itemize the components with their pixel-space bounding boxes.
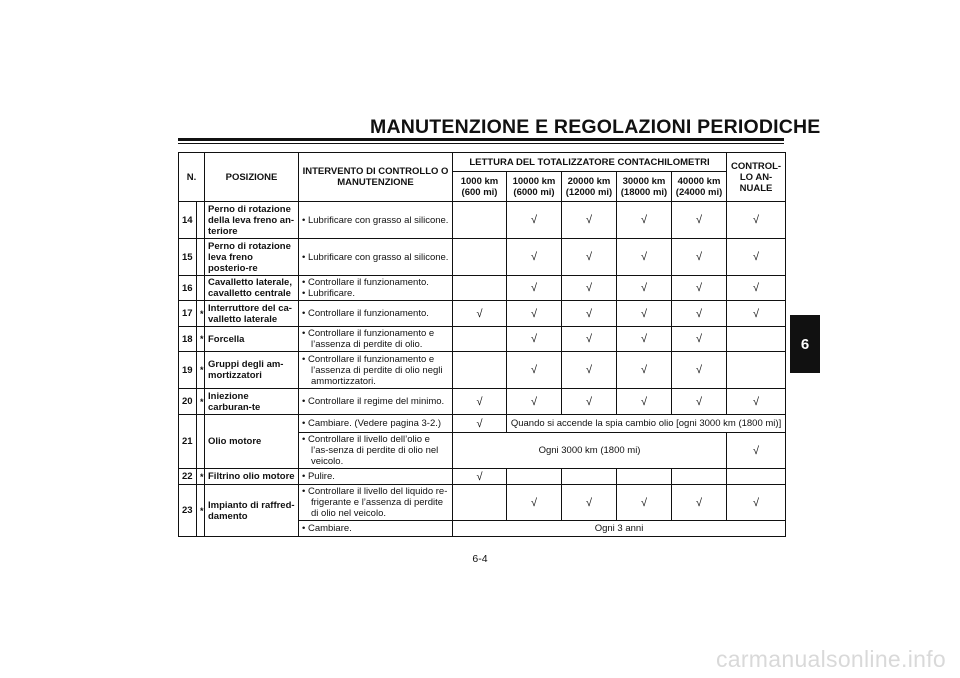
header-interval: 40000 km (24000 mi) [672, 172, 727, 202]
row-position: Impianto di raffred-damento [205, 485, 299, 537]
row-action: • Lubrificare con grasso al silicone. [299, 202, 453, 239]
check-mark: √ [562, 485, 617, 521]
interval-note: Quando si accende la spia cambio olio [ogni 3000 km (1800 mi)] [507, 415, 786, 433]
row-position: Perno di rotazione della leva freno an-teriore [205, 202, 299, 239]
check-mark: √ [507, 352, 562, 389]
page-title: MANUTENZIONE E REGOLAZIONI PERIODICHE [370, 116, 821, 138]
check-mark: √ [672, 239, 727, 276]
table-row [179, 415, 786, 433]
row-action: • Controllare il funzionamento e l’assenza di perdite di olio negli ammortizzatori. [299, 352, 453, 389]
check-mark: √ [507, 485, 562, 521]
header-interval: 20000 km (12000 mi) [562, 172, 617, 202]
check-mark: √ [672, 276, 727, 301]
asterisk: * [197, 327, 205, 352]
check-mark: √ [727, 301, 786, 327]
check-mark: √ [562, 389, 617, 415]
check-mark: √ [672, 352, 727, 389]
row-action: • Cambiare. (Vedere pagina 3-2.) [299, 415, 453, 433]
row-action: • Controllare il livello dell’olio e l’as-senza di perdite di olio nel veicolo. [299, 433, 453, 469]
check-mark: √ [617, 327, 672, 352]
row-number: 18 [179, 327, 197, 352]
table-row [179, 239, 786, 276]
row-position: Interruttore del ca-valletto laterale [205, 301, 299, 327]
header-annual: CONTROL-LO AN-NUALE [727, 153, 786, 202]
check-mark: √ [727, 276, 786, 301]
row-action: • Pulire. [299, 469, 453, 485]
check-mark: √ [453, 389, 507, 415]
row-number: 23 [179, 485, 197, 537]
watermark: carmanualsonline.info [715, 646, 946, 672]
interval-note: Ogni 3000 km (1800 mi) [453, 433, 727, 469]
check-mark: √ [507, 276, 562, 301]
asterisk: * [197, 485, 205, 537]
asterisk: * [197, 469, 205, 485]
check-mark: √ [562, 352, 617, 389]
header-interval: 30000 km (18000 mi) [617, 172, 672, 202]
check-mark: √ [727, 239, 786, 276]
chapter-tab: 6 [790, 315, 820, 373]
check-mark: √ [453, 415, 507, 433]
header-odometer: LETTURA DEL TOTALIZZATORE CONTACHILOMETRI [453, 153, 727, 172]
row-position: Iniezione carburan-te [205, 389, 299, 415]
header-num: N. [179, 153, 205, 202]
row-action: • Controllare il funzionamento. [299, 301, 453, 327]
check-mark: √ [727, 389, 786, 415]
asterisk: * [197, 301, 205, 327]
header-row [179, 153, 786, 172]
header-interval: 1000 km (600 mi) [453, 172, 507, 202]
row-position: Olio motore [205, 415, 299, 469]
row-action: • Controllare il funzionamento. • Lubrificare. [299, 276, 453, 301]
check-mark: √ [617, 352, 672, 389]
check-mark: √ [507, 239, 562, 276]
check-mark: √ [562, 276, 617, 301]
check-mark: √ [507, 389, 562, 415]
check-mark: √ [672, 485, 727, 521]
check-mark: √ [562, 327, 617, 352]
check-mark: √ [617, 485, 672, 521]
maintenance-table [178, 152, 786, 537]
check-mark: √ [617, 301, 672, 327]
header-position: POSIZIONE [205, 153, 299, 202]
check-mark: √ [562, 239, 617, 276]
row-action: • Controllare il funzionamento e l’assenza di perdite di olio. [299, 327, 453, 352]
check-mark: √ [617, 202, 672, 239]
check-mark: √ [453, 469, 507, 485]
table-row [179, 389, 786, 415]
row-number: 19 [179, 352, 197, 389]
check-mark: √ [672, 327, 727, 352]
row-position: Filtrino olio motore [205, 469, 299, 485]
page-number: 6-4 [472, 553, 488, 565]
check-mark: √ [562, 301, 617, 327]
asterisk: * [197, 352, 205, 389]
check-mark: √ [727, 433, 786, 469]
check-mark: √ [453, 301, 507, 327]
check-mark: √ [507, 202, 562, 239]
row-number: 22 [179, 469, 197, 485]
table-row [179, 485, 786, 521]
header-interval: 10000 km (6000 mi) [507, 172, 562, 202]
table-row [179, 469, 786, 485]
row-position: Forcella [205, 327, 299, 352]
check-mark: √ [672, 202, 727, 239]
row-number: 14 [179, 202, 197, 239]
table-row [179, 301, 786, 327]
asterisk: * [197, 389, 205, 415]
row-action: • Lubrificare con grasso al silicone. [299, 239, 453, 276]
row-number: 20 [179, 389, 197, 415]
check-mark: √ [617, 276, 672, 301]
row-position: Cavalletto laterale, cavalletto centrale [205, 276, 299, 301]
row-position: Gruppi degli am-mortizzatori [205, 352, 299, 389]
row-action: • Cambiare. [299, 521, 453, 537]
table-row [179, 276, 786, 301]
row-number: 21 [179, 415, 197, 469]
row-position: Perno di rotazione leva freno posterio-re [205, 239, 299, 276]
check-mark: √ [562, 202, 617, 239]
title-rule [178, 138, 784, 141]
row-number: 15 [179, 239, 197, 276]
row-number: 17 [179, 301, 197, 327]
check-mark: √ [672, 389, 727, 415]
row-action: • Controllare il regime del minimo. [299, 389, 453, 415]
check-mark: √ [672, 301, 727, 327]
check-mark: √ [727, 202, 786, 239]
check-mark: √ [617, 239, 672, 276]
interval-note: Ogni 3 anni [453, 521, 786, 537]
table-row [179, 352, 786, 389]
row-action: • Controllare il livello del liquido re-frigerante e l’assenza di perdite di olio nel veicolo. [299, 485, 453, 521]
row-number: 16 [179, 276, 197, 301]
check-mark: √ [507, 327, 562, 352]
check-mark: √ [507, 301, 562, 327]
check-mark: √ [727, 485, 786, 521]
table-row [179, 202, 786, 239]
table-row [179, 327, 786, 352]
header-action: INTERVENTO DI CONTROLLO O MANUTENZIONE [299, 153, 453, 202]
title-rule-thin [178, 143, 784, 144]
check-mark: √ [617, 389, 672, 415]
